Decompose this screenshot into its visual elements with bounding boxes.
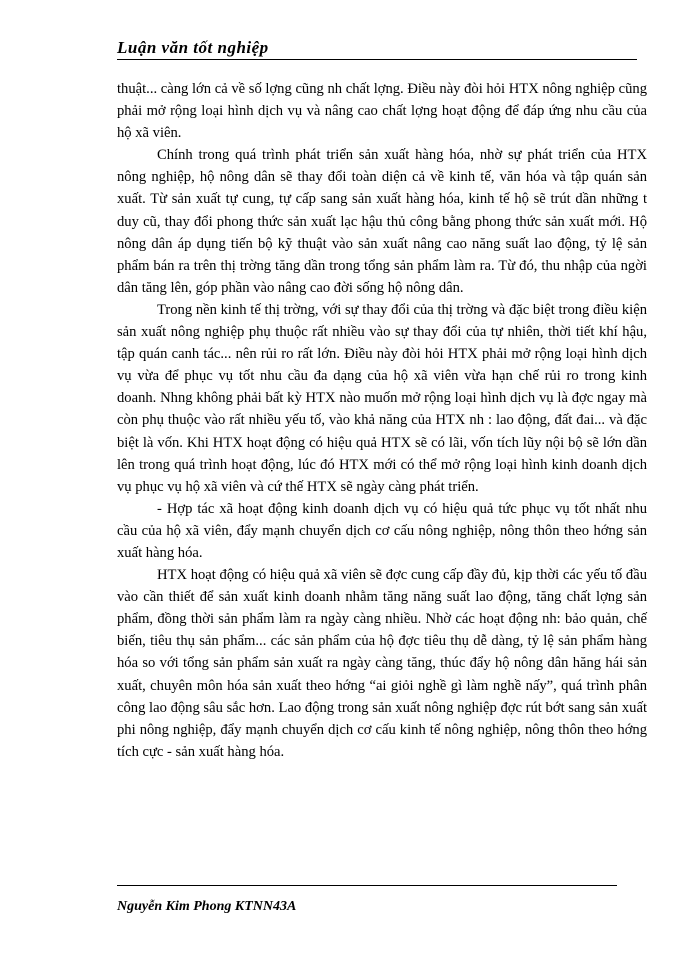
paragraph-5: HTX hoạt động có hiệu quả xã viên sẽ đợc cung cấp đầy đủ, kịp thời các yếu tố đầu vào cần thiết để sản xuất kinh doanh nhằm tăng năng suất lao động, tăng chất lợng sản phẩm, đồng thời sản phẩm làm ra ngày càng nhiều. Nhờ các hoạt động nh: bảo quản, chế biến, tiêu thụ sản phẩm... các sản phẩm của hộ đợc tiêu thụ dễ dàng, tỷ lệ sản phẩm hàng hóa so với tổng sản phẩm sản xuất ra ngày càng tăng, thúc đẩy hộ nông dân hăng hái sản xuất, chuyên môn hóa sản xuất theo hớng “ai giỏi nghề gì làm nghề nấy”, quá trình phân công lao động sâu sắc hơn. Lao động trong sản xuất nông nghiệp đợc rút bớt sang sản xuất phi nông nghiệp, đẩy mạnh chuyển dịch cơ cấu kinh tế nông nghiệp, nông thôn theo hớng tích cực - sản xuất hàng hóa.: [117, 567, 647, 760]
page-footer: [117, 885, 617, 914]
header-title: Luận văn tốt nghiệp: [117, 38, 269, 57]
page-header: [117, 36, 637, 60]
footer-divider: [117, 885, 617, 886]
paragraph-1: thuật... càng lớn cả về số lợng cũng nh chất lợng. Điều này đòi hỏi HTX nông nghiệp cũng phải mở rộng loại hình dịch vụ và nâng cao chất lợng hoạt động để đáp ứng nhu cầu của hộ xã viên.: [117, 81, 647, 142]
document-body: [117, 78, 647, 763]
header-divider: [117, 59, 637, 60]
paragraph-3: Trong nền kinh tế thị trờng, với sự thay đổi của thị trờng và đặc biệt trong điều kiện sản xuất nông nghiệp phụ thuộc rất nhiều vào sự thay đổi của tự nhiên, thời tiết khí hậu, tập quán canh tác... nên rủi ro rất lớn. Điều này đòi hỏi HTX phải mở rộng loại hình dịch vụ vừa để phục vụ tốt nhu cầu đa dạng của hộ xã viên vừa hạn chế rủi ro trong kinh doanh. Nhng không phải bất kỳ HTX nào muốn mở rộng loại hình dịch vụ là đợc ngay mà còn phụ thuộc vào rất nhiều yếu tố, vào khả năng của HTX nh : lao động, đất đai... và đặc biệt là vốn. Khi HTX hoạt động có hiệu quả HTX sẽ có lãi, vốn tích lũy nội bộ sẽ lớn dần lên trong quá trình hoạt động, lúc đó HTX mới có thể mở rộng loại hình kinh doanh dịch vụ phục vụ hộ xã viên và cứ thế HTX sẽ ngày càng phát triển.: [117, 301, 647, 495]
paragraph-2: Chính trong quá trình phát triển sản xuất hàng hóa, nhờ sự phát triển của HTX nông nghiệp, hộ nông dân sẽ thay đổi toàn diện cả về kinh tế, văn hóa và tập quán sản xuất. Từ sản xuất tự cung, tự cấp sang sản xuất hàng hóa, kinh tế hộ sẽ trút dần những t duy cũ, thay đổi phong thức sản xuất lạc hậu thủ công bằng phong thức sản xuất mới. Hộ nông dân áp dụng tiến bộ kỹ thuật vào sản xuất nâng cao năng suất lao động, tỷ lệ sản phẩm bán ra trên thị trờng tăng dần trong tổng sản phẩm làm ra. Từ đó, thu nhập của ngời dân tăng lên, góp phần vào nâng cao đời sống hộ nông dân.: [117, 147, 647, 296]
footer-author: Nguyễn Kim Phong KTNN43A: [117, 899, 297, 914]
paragraph-4: - Hợp tác xã hoạt động kinh doanh dịch vụ có hiệu quả tức phục vụ tốt nhất nhu cầu của hộ xã viên, đẩy mạnh chuyển dịch cơ cấu nông nghiệp, nông thôn theo hớng sản xuất hàng hóa.: [117, 500, 647, 561]
